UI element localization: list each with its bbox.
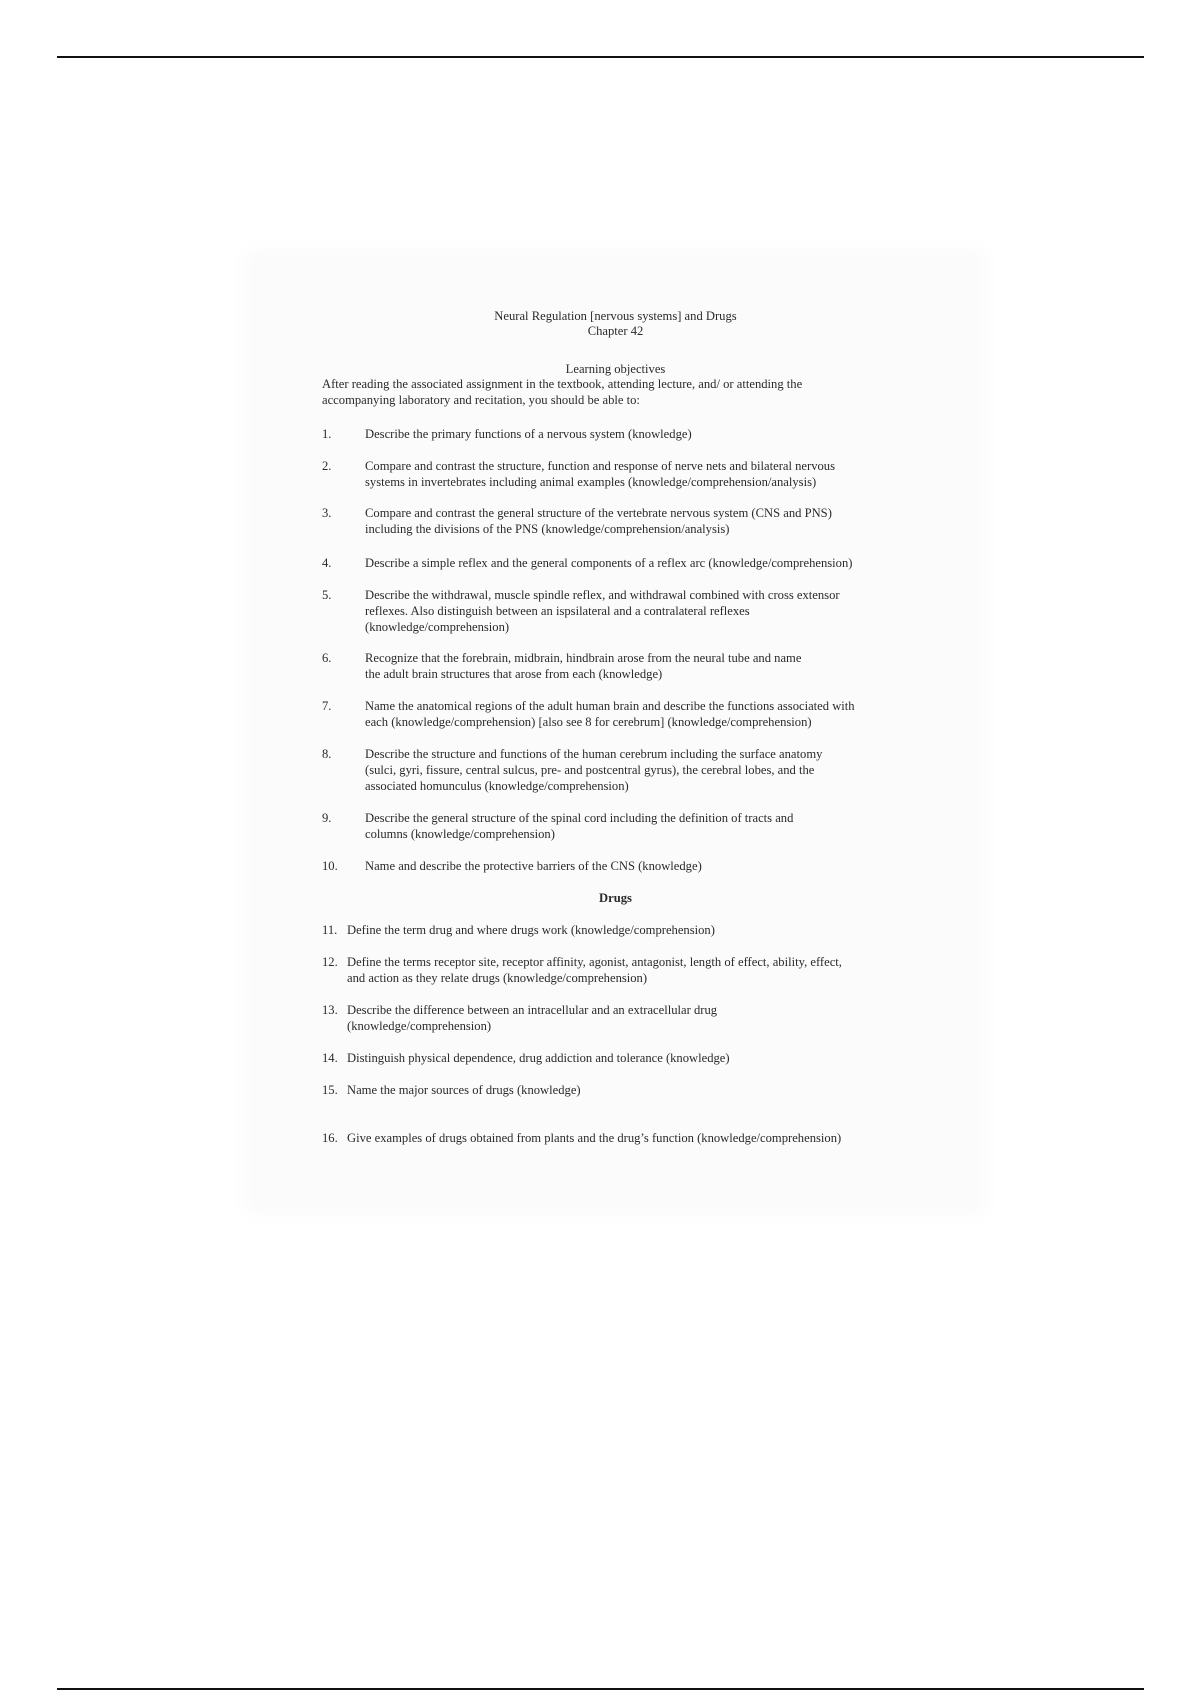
- objective-line: Describe the general structure of the spinal cord including the definition of tracts and: [365, 811, 794, 825]
- objective-number: 2.: [322, 459, 332, 473]
- objective-number: 12.: [322, 955, 338, 969]
- objective-line: Describe the structure and functions of the human cerebrum including the surface anatomy: [365, 747, 823, 761]
- objective-line: Describe the withdrawal, muscle spindle reflex, and withdrawal combined with cross extensor: [365, 588, 840, 602]
- objective-line: each (knowledge/comprehension) [also see 8 for cerebrum] (knowledge/comprehension): [365, 715, 812, 729]
- drugs-heading: Drugs: [599, 891, 632, 905]
- objective-line: (knowledge/comprehension): [347, 1019, 492, 1033]
- objective-line: Name the major sources of drugs (knowledge): [347, 1083, 581, 1097]
- top-rule: [57, 56, 1144, 58]
- objective-text: [347, 1050, 927, 1066]
- objective-number: 1.: [322, 427, 332, 441]
- intro-paragraph: [322, 376, 922, 408]
- objective-line: and action as they relate drugs (knowledge/comprehension): [347, 971, 648, 985]
- objective-line: Distinguish physical dependence, drug addiction and tolerance (knowledge): [347, 1051, 730, 1065]
- objective-text: [365, 698, 945, 730]
- objective-number: 10.: [322, 859, 338, 873]
- bottom-rule: [57, 1688, 1144, 1690]
- objective-line: columns (knowledge/comprehension): [365, 827, 555, 841]
- objective-line: Name the anatomical regions of the adult human brain and describe the functions associated with: [365, 699, 855, 713]
- objective-line: Compare and contrast the general structure of the vertebrate nervous system (CNS and PNS): [365, 506, 832, 520]
- objective-line: the adult brain structures that arose from each (knowledge): [365, 667, 663, 681]
- objective-text: [365, 650, 945, 682]
- objective-number: 13.: [322, 1003, 338, 1017]
- learning-objectives-heading: Learning objectives: [565, 362, 666, 376]
- objective-text: [347, 1130, 927, 1146]
- objective-line: Compare and contrast the structure, function and response of nerve nets and bilateral nervous: [365, 459, 836, 473]
- objective-number: 3.: [322, 506, 332, 520]
- objective-line: (knowledge/comprehension): [365, 620, 510, 634]
- intro-line: After reading the associated assignment in the textbook, attending lecture, and/ or attending the: [322, 377, 803, 391]
- objective-number: 11.: [322, 923, 338, 937]
- objective-number: 15.: [322, 1083, 338, 1097]
- objective-number: 16.: [322, 1131, 338, 1145]
- objective-text: [365, 505, 945, 537]
- objective-line: Define the term drug and where drugs work (knowledge/comprehension): [347, 923, 715, 937]
- objective-number: 9.: [322, 811, 332, 825]
- objective-number: 6.: [322, 651, 332, 665]
- objective-number: 4.: [322, 556, 332, 570]
- objective-text: [347, 954, 927, 986]
- objective-text: [365, 458, 945, 490]
- objective-line: Describe a simple reflex and the general components of a reflex arc (knowledge/comprehension): [365, 556, 853, 570]
- objective-line: Describe the difference between an intracellular and an extracellular drug: [347, 1003, 718, 1017]
- objective-line: systems in invertebrates including animal examples (knowledge/comprehension/analysis): [365, 475, 817, 489]
- objective-number: 5.: [322, 588, 332, 602]
- objective-text: [347, 1002, 927, 1034]
- objective-number: 7.: [322, 699, 332, 713]
- chapter-label: Chapter 42: [587, 324, 644, 338]
- objective-line: associated homunculus (knowledge/comprehension): [365, 779, 629, 793]
- objective-line: Name and describe the protective barriers of the CNS (knowledge): [365, 859, 702, 873]
- objective-number: 8.: [322, 747, 332, 761]
- document-title: Neural Regulation [nervous systems] and Drugs: [494, 309, 737, 323]
- objective-text: [365, 587, 945, 635]
- objective-line: (sulci, gyri, fissure, central sulcus, pre- and postcentral gyrus), the cerebral lobes, and the: [365, 763, 815, 777]
- objective-number: 14.: [322, 1051, 338, 1065]
- objective-line: Describe the primary functions of a nervous system (knowledge): [365, 427, 692, 441]
- objective-text: [347, 922, 927, 938]
- objective-line: Recognize that the forebrain, midbrain, hindbrain arose from the neural tube and name: [365, 651, 802, 665]
- objective-text: [365, 746, 945, 794]
- objective-text: [365, 858, 945, 874]
- scanned-page: [253, 258, 978, 1206]
- objective-line: including the divisions of the PNS (knowledge/comprehension/analysis): [365, 522, 730, 536]
- objective-text: [347, 1082, 927, 1098]
- objective-text: [365, 810, 945, 842]
- objective-text: [365, 555, 945, 571]
- intro-line: accompanying laboratory and recitation, you should be able to:: [322, 393, 640, 407]
- objective-text: [365, 426, 945, 442]
- objective-line: reflexes. Also distinguish between an ispsilateral and a contralateral reflexes: [365, 604, 750, 618]
- objective-line: Give examples of drugs obtained from plants and the drug’s function (knowledge/comprehension): [347, 1131, 842, 1145]
- objective-line: Define the terms receptor site, receptor affinity, agonist, antagonist, length of effect, ability, effect,: [347, 955, 842, 969]
